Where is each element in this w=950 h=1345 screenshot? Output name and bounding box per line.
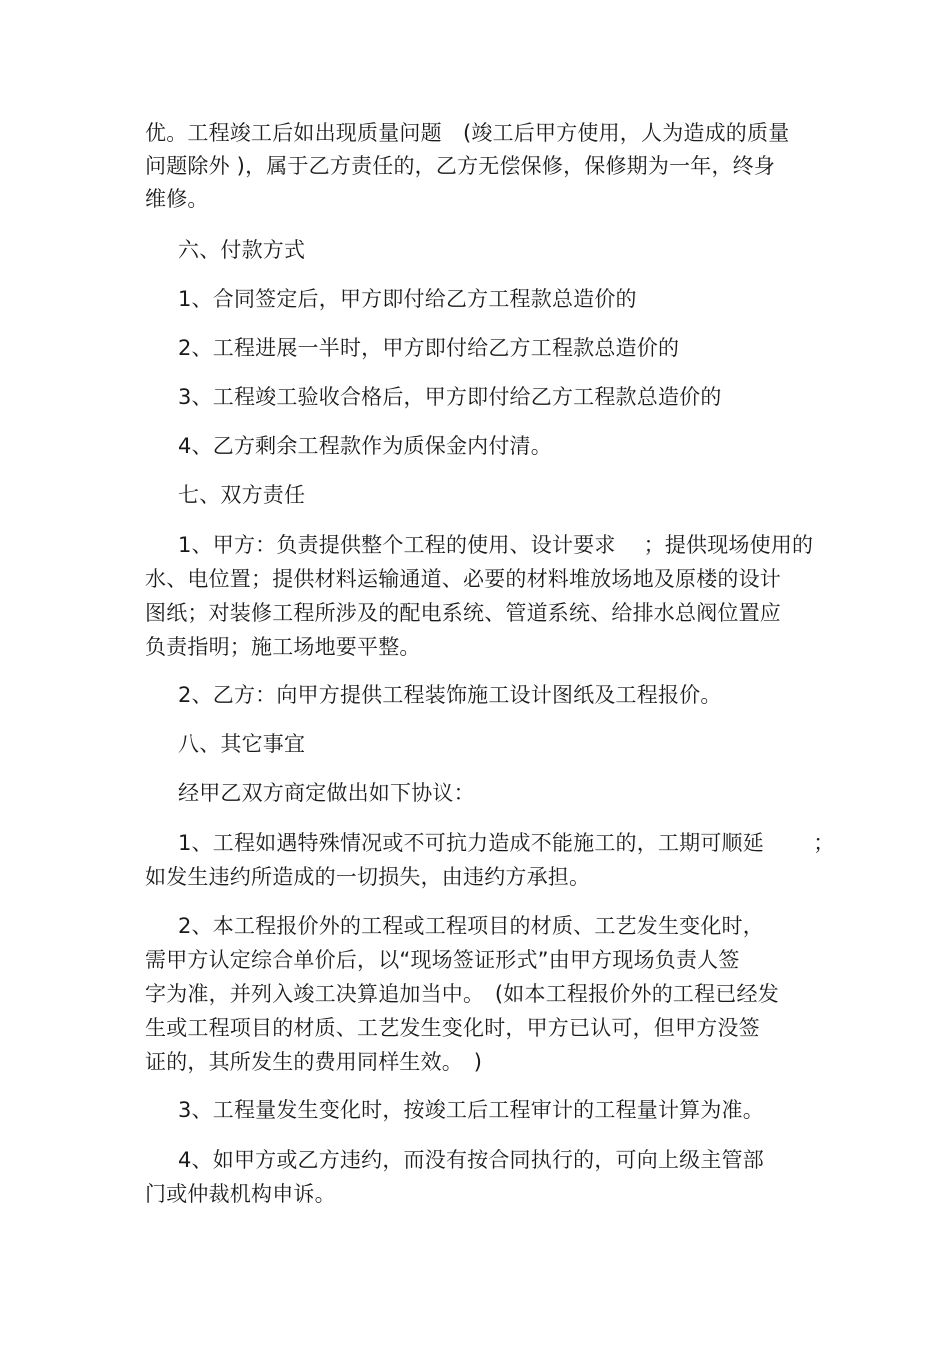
section-heading: 六、付款方式: [178, 238, 306, 262]
paragraph-line: 1、工程如遇特殊情况或不可抗力造成不能施工的，工期可顺延 ；: [178, 831, 835, 855]
paragraph-line: 维修。: [145, 187, 209, 211]
paragraph-line: 优。工程竣工后如出现质量问题 (竣工后甲方使用，人为造成的质量: [145, 121, 790, 145]
paragraph-line: 3、工程量发生变化时，按竣工后工程审计的工程量计算为准。: [178, 1098, 764, 1122]
paragraph-line: 问题除外 )，属于乙方责任的，乙方无偿保修，保修期为一年，终身: [145, 154, 776, 178]
paragraph-line: 负责指明；施工场地要平整。: [145, 635, 421, 659]
paragraph-line: 2、本工程报价外的工程或工程项目的材质、工艺发生变化时，: [178, 914, 764, 938]
paragraph-line: 生或工程项目的材质、工艺发生变化时，甲方已认可，但甲方没签: [145, 1016, 760, 1040]
list-item: 1、合同签定后，甲方即付给乙方工程款总造价的: [178, 287, 637, 311]
paragraph-line: 如发生违约所造成的一切损失，由违约方承担。: [145, 865, 591, 889]
paragraph-line: 4、如甲方或乙方违约，而没有按合同执行的，可向上级主管部: [178, 1148, 764, 1172]
paragraph-line: 字为准，并列入竣工决算追加当中。 (如本工程报价外的工程已经发: [145, 982, 779, 1006]
list-item: 3、工程竣工验收合格后，甲方即付给乙方工程款总造价的: [178, 385, 722, 409]
list-item: 2、工程进展一半时，甲方即付给乙方工程款总造价的: [178, 336, 680, 360]
paragraph-line: 证的，其所发生的费用同样生效。 ): [145, 1050, 483, 1074]
paragraph-line: 1、甲方：负责提供整个工程的使用、设计要求 ；提供现场使用的: [178, 533, 814, 557]
list-item: 4、乙方剩余工程款作为质保金内付清。: [178, 434, 552, 458]
paragraph-line: 水、电位置；提供材料运输通道、必要的材料堆放场地及原楼的设计: [145, 567, 781, 591]
section-heading: 七、双方责任: [178, 483, 306, 507]
paragraph-line: 需甲方认定综合单价后，以“现场签证形式”由甲方现场负责人签: [145, 948, 740, 972]
section-heading: 八、其它事宜: [178, 732, 306, 756]
paragraph-line: 门或仲裁机构申诉。: [145, 1182, 336, 1206]
paragraph-line: 经甲乙双方商定做出如下协议：: [178, 781, 475, 805]
paragraph-line: 图纸；对装修工程所涉及的配电系统、管道系统、给排水总阀位置应: [145, 601, 781, 625]
paragraph-line: 2、乙方：向甲方提供工程装饰施工设计图纸及工程报价。: [178, 683, 722, 707]
